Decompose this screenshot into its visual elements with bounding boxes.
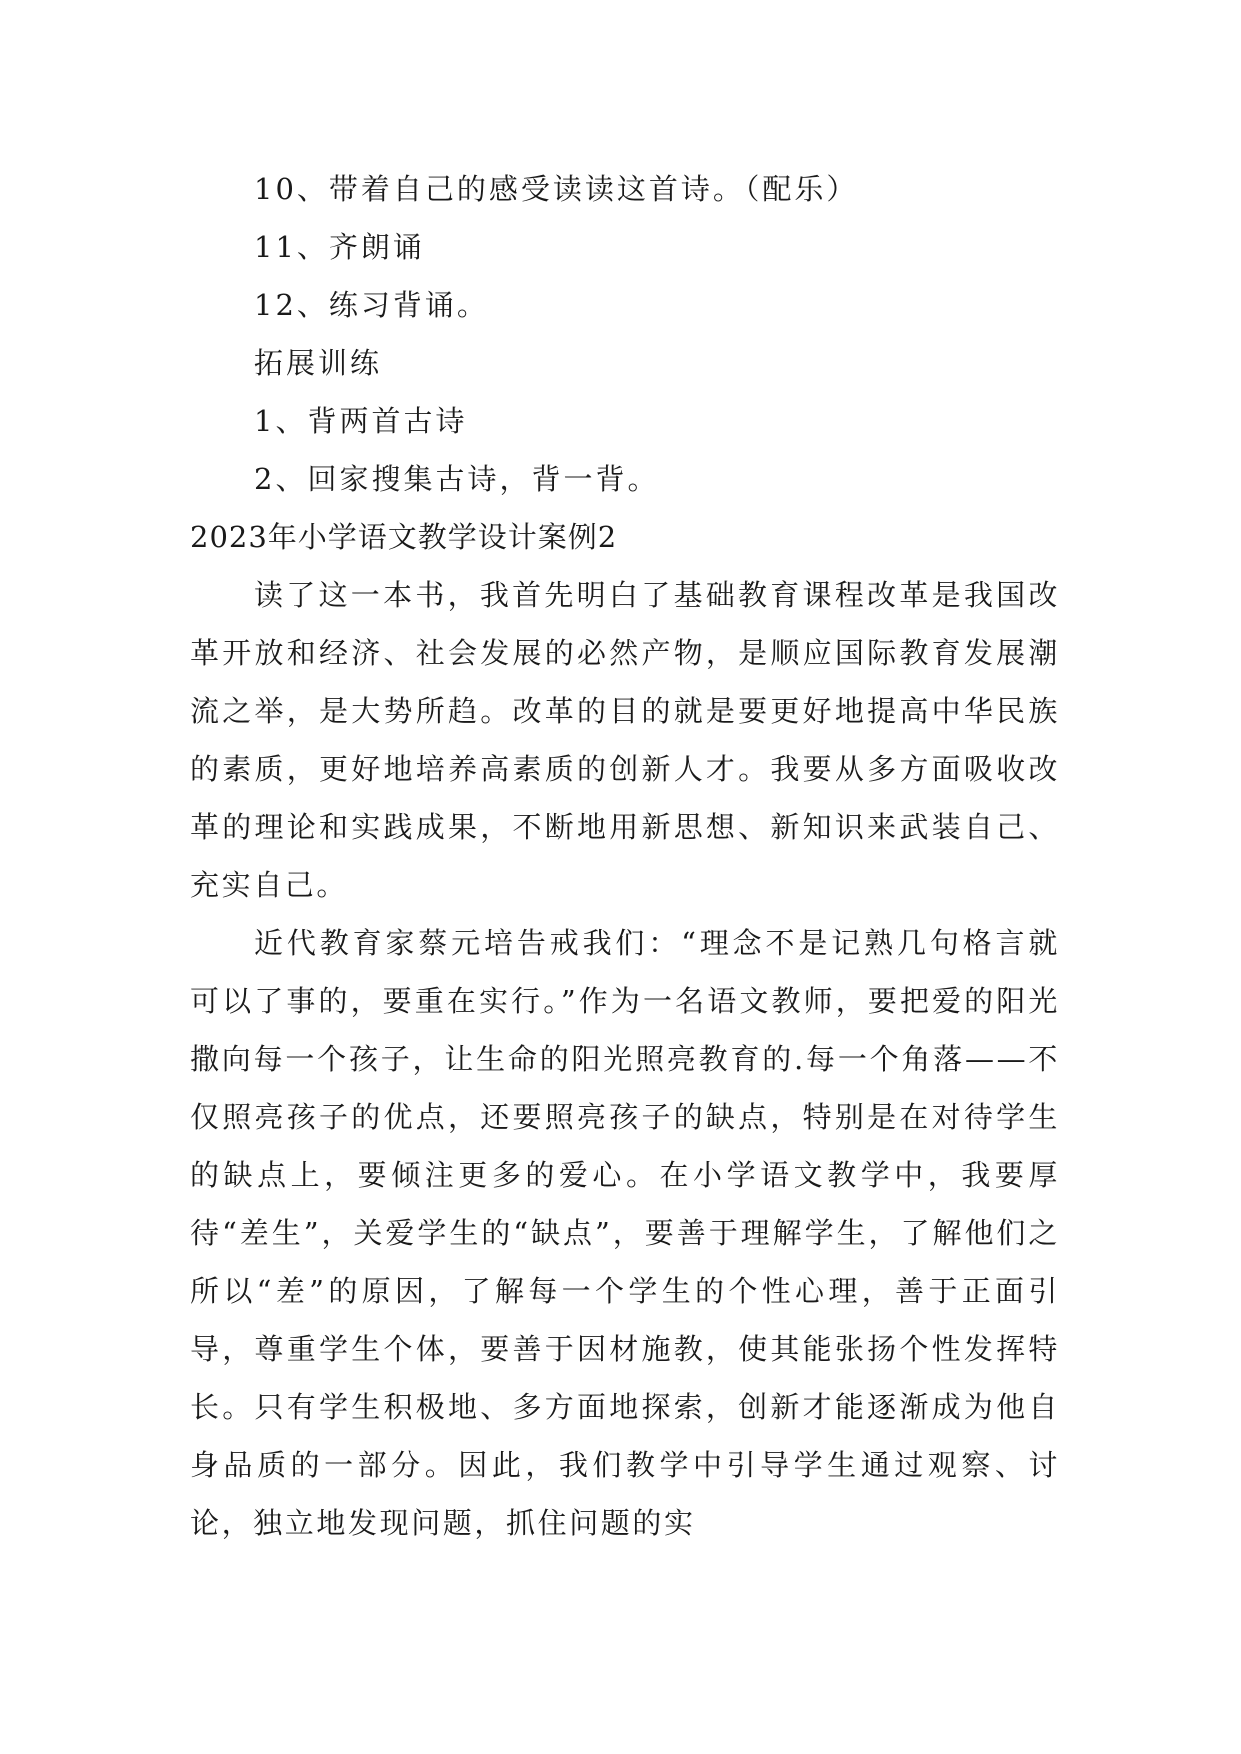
section-title: 2023年小学语文教学设计案例2 — [190, 520, 618, 554]
step-item: 11、齐朗诵 — [254, 230, 425, 264]
step-item: 10、带着自己的感受读读这首诗。（配乐） — [254, 172, 859, 206]
extension-item: 1、背两首古诗 — [254, 404, 468, 438]
body-paragraph: 读了这一本书，我首先明白了基础教育课程改革是我国改革开放和经济、社会发展的必然产物，是顺应国际教育发展潮流之举，是大势所趋。改革的目的就是要更好地提高中华民族的素质，更好地培养高素质的创新人才。我要从多方面吸收改革的理论和实践成果，不断地用新思想、新知识来武装自己、充实自己。 — [190, 578, 1060, 902]
body-paragraph: 近代教育家蔡元培告戒我们：“理念不是记熟几句格言就可以了事的，要重在实行。”作为一名语文教师，要把爱的阳光撒向每一个孩子，让生命的阳光照亮教育的.每一个角落——不仅照亮孩子的优点，还要照亮孩子的缺点，特别是在对待学生的缺点上，要倾注更多的爱心。在小学语文教学中，我要厚待“差生”，关爱学生的“缺点”，要善于理解学生，了解他们之所以“差”的原因，了解每一个学生的个性心理，善于正面引导，尊重学生个体，要善于因材施教，使其能张扬个性发挥特长。只有学生积极地、多方面地探索，创新才能逐渐成为他自身品质的一部分。因此，我们教学中引导学生通过观察、讨论，独立地发现问题，抓住问题的实 — [190, 926, 1060, 1540]
document-content — [190, 160, 1060, 1552]
extension-item: 2、回家搜集古诗，背一背。 — [254, 462, 660, 496]
step-item: 12、练习背诵。 — [254, 288, 489, 322]
extension-heading: 拓展训练 — [254, 346, 383, 380]
